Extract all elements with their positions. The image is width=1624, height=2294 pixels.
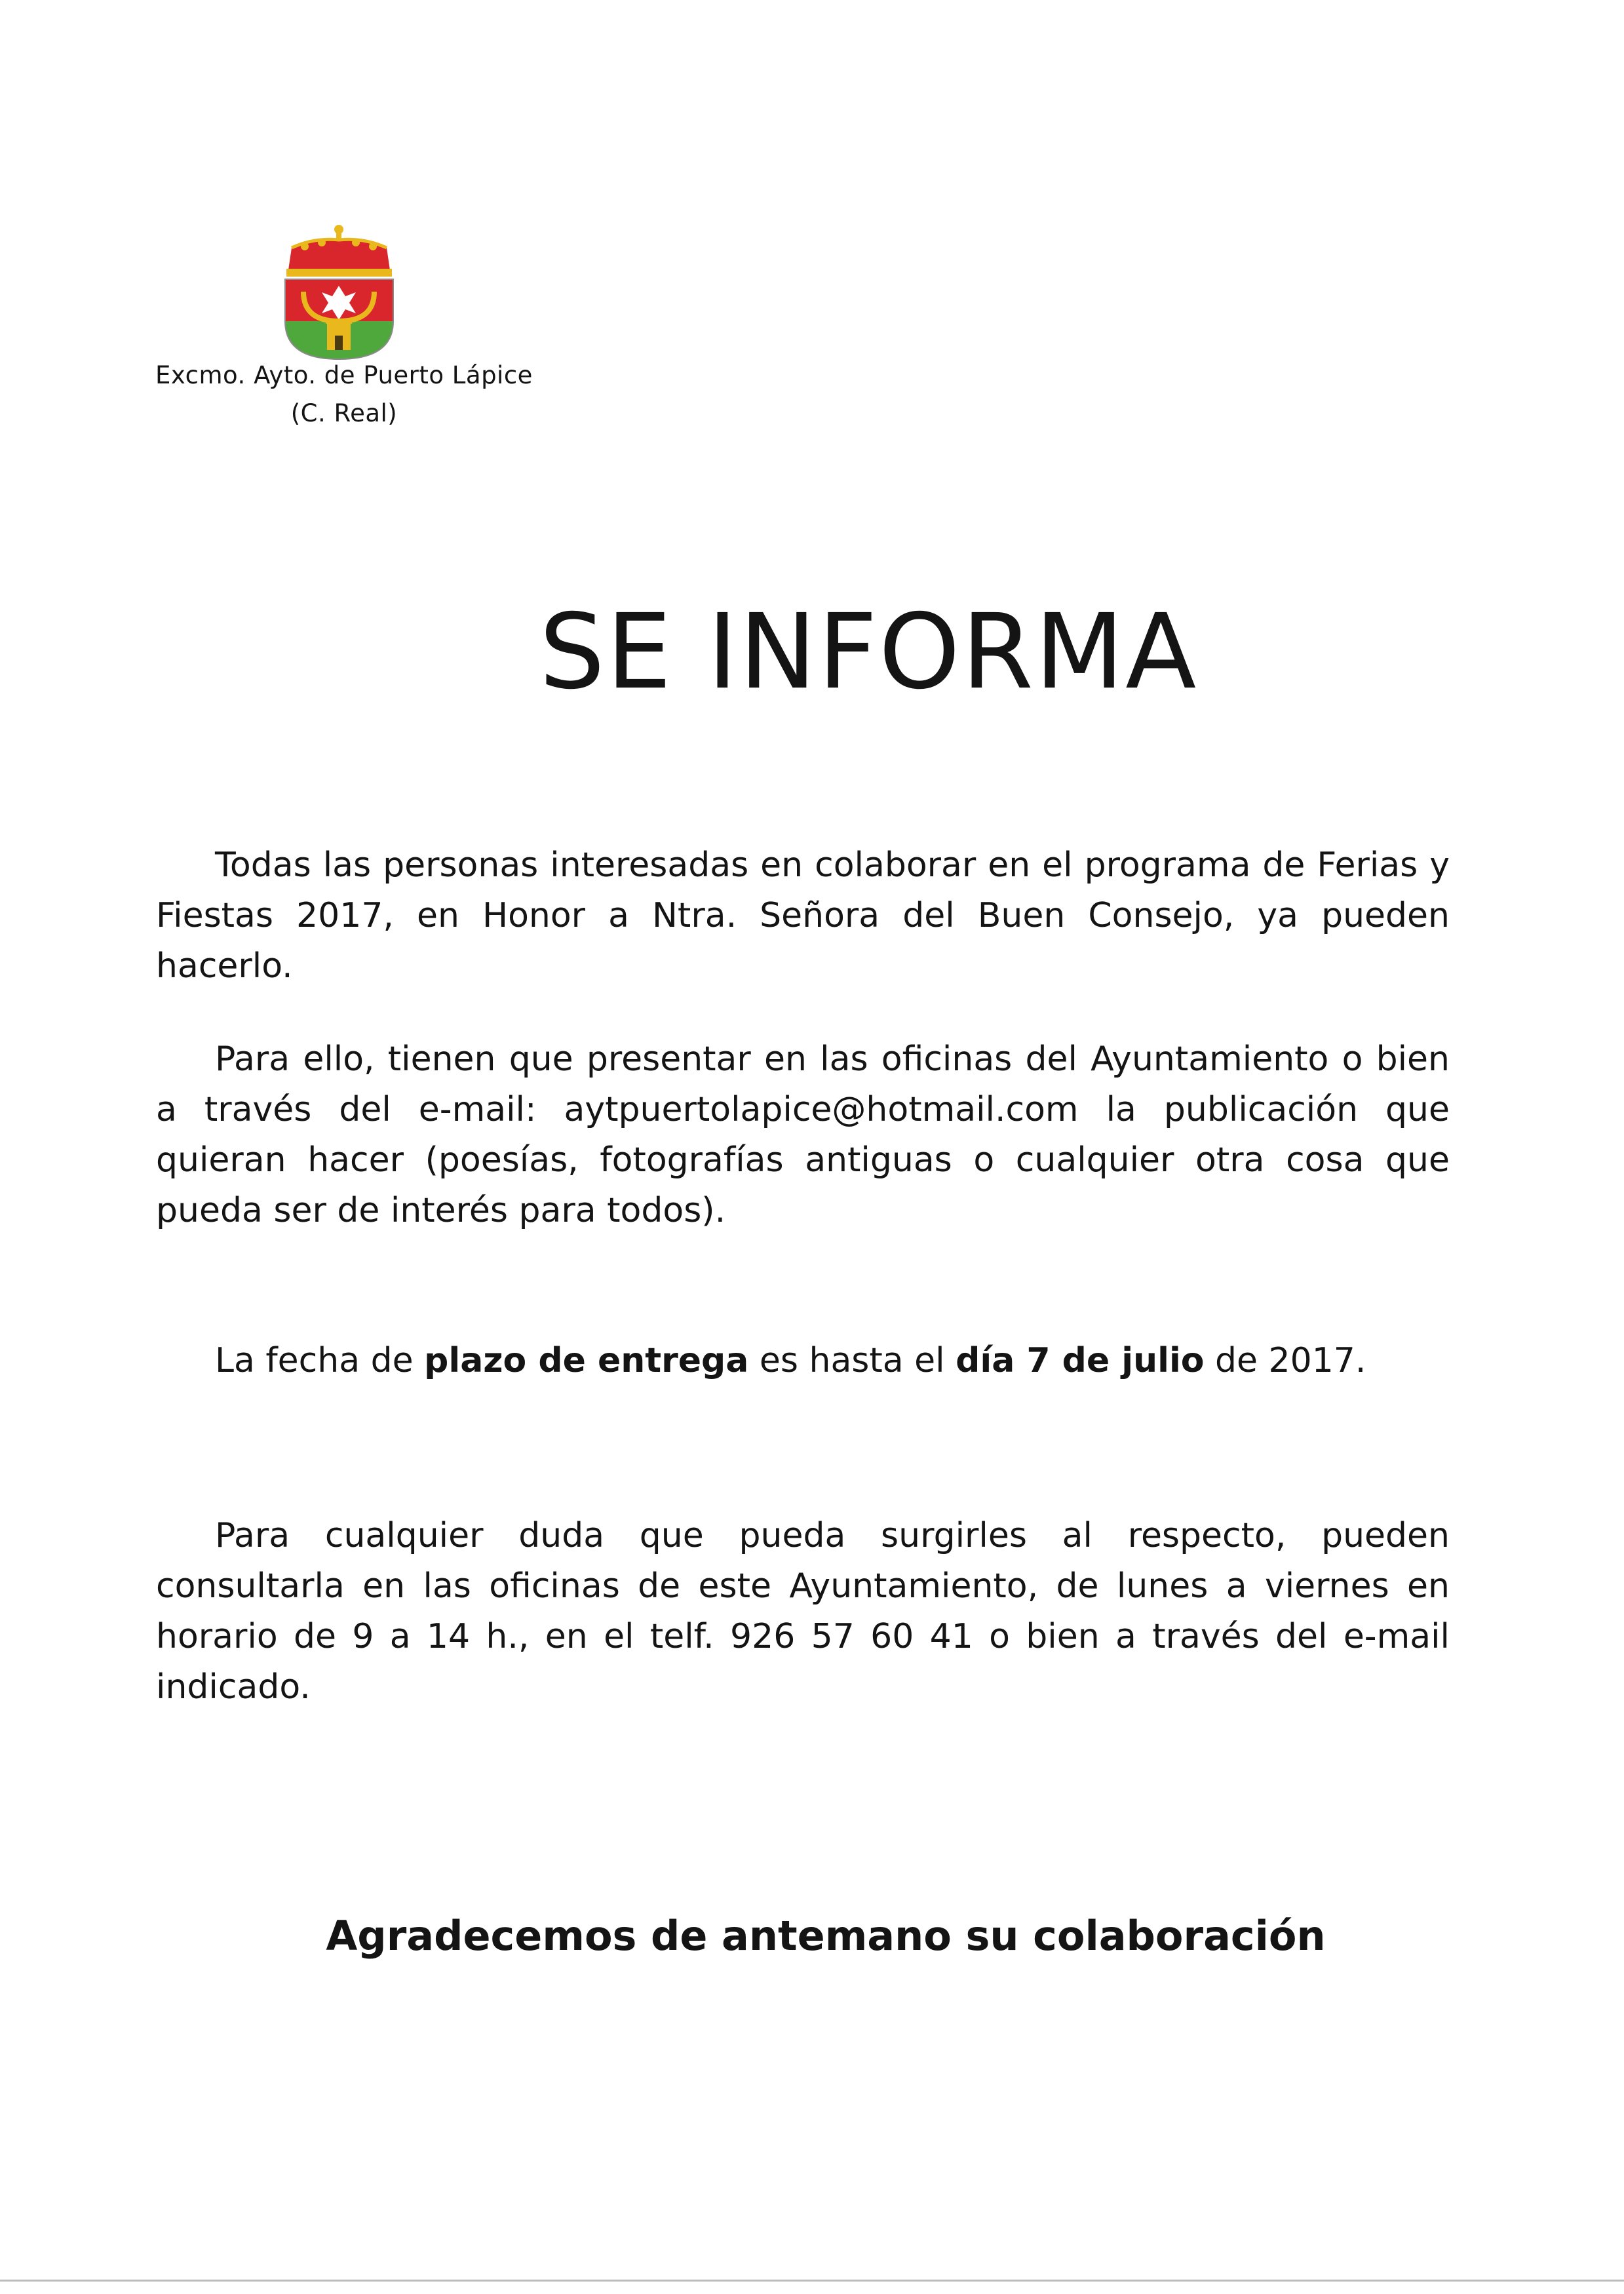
page-title: SE INFORMA [539, 592, 1198, 712]
deadline-bold-date: día 7 de julio [956, 1341, 1205, 1380]
deadline-text-2: es hasta el [748, 1341, 956, 1380]
deadline-bold-term: plazo de entrega [424, 1341, 749, 1380]
closing-thanks: Agradecemos de antemano su colaboración [326, 1912, 1326, 1960]
deadline-text-1: La fecha de [215, 1341, 425, 1380]
paragraph-invitation: Todas las personas interesadas en colaborar en el programa de Ferias y Fiestas 2017, en Honor a Ntra. Señora del Buen Consejo, ya pueden hacerlo. [156, 846, 1450, 986]
organization-name: Excmo. Ayto. de Puerto Lápice [155, 361, 533, 389]
paragraph-deadline [156, 1336, 1450, 1386]
paragraph-contact: Para cualquier duda que pueda surgirles al respecto, pueden consultarla en las oficinas de este Ayuntamiento, de lunes a viernes en horario de 9 a 14 h., en el telf. 926 57 60 41 o bien a través del e-mail indicado. [156, 1516, 1450, 1707]
coat-of-arms-icon [279, 223, 400, 360]
organization-province: (C. Real) [290, 399, 398, 427]
paragraph-submission: Para ello, tienen que presentar en las oficinas del Ayuntamiento o bien a través del e-mail: aytpuertolapice@hotmail.com la publicación que quieran hacer (poesías, fotografías antiguas o cualquier otra cosa que pueda ser de interés para todos). [156, 1040, 1450, 1230]
bottom-divider [0, 2280, 1624, 2282]
deadline-text-3: de 2017. [1204, 1341, 1366, 1380]
